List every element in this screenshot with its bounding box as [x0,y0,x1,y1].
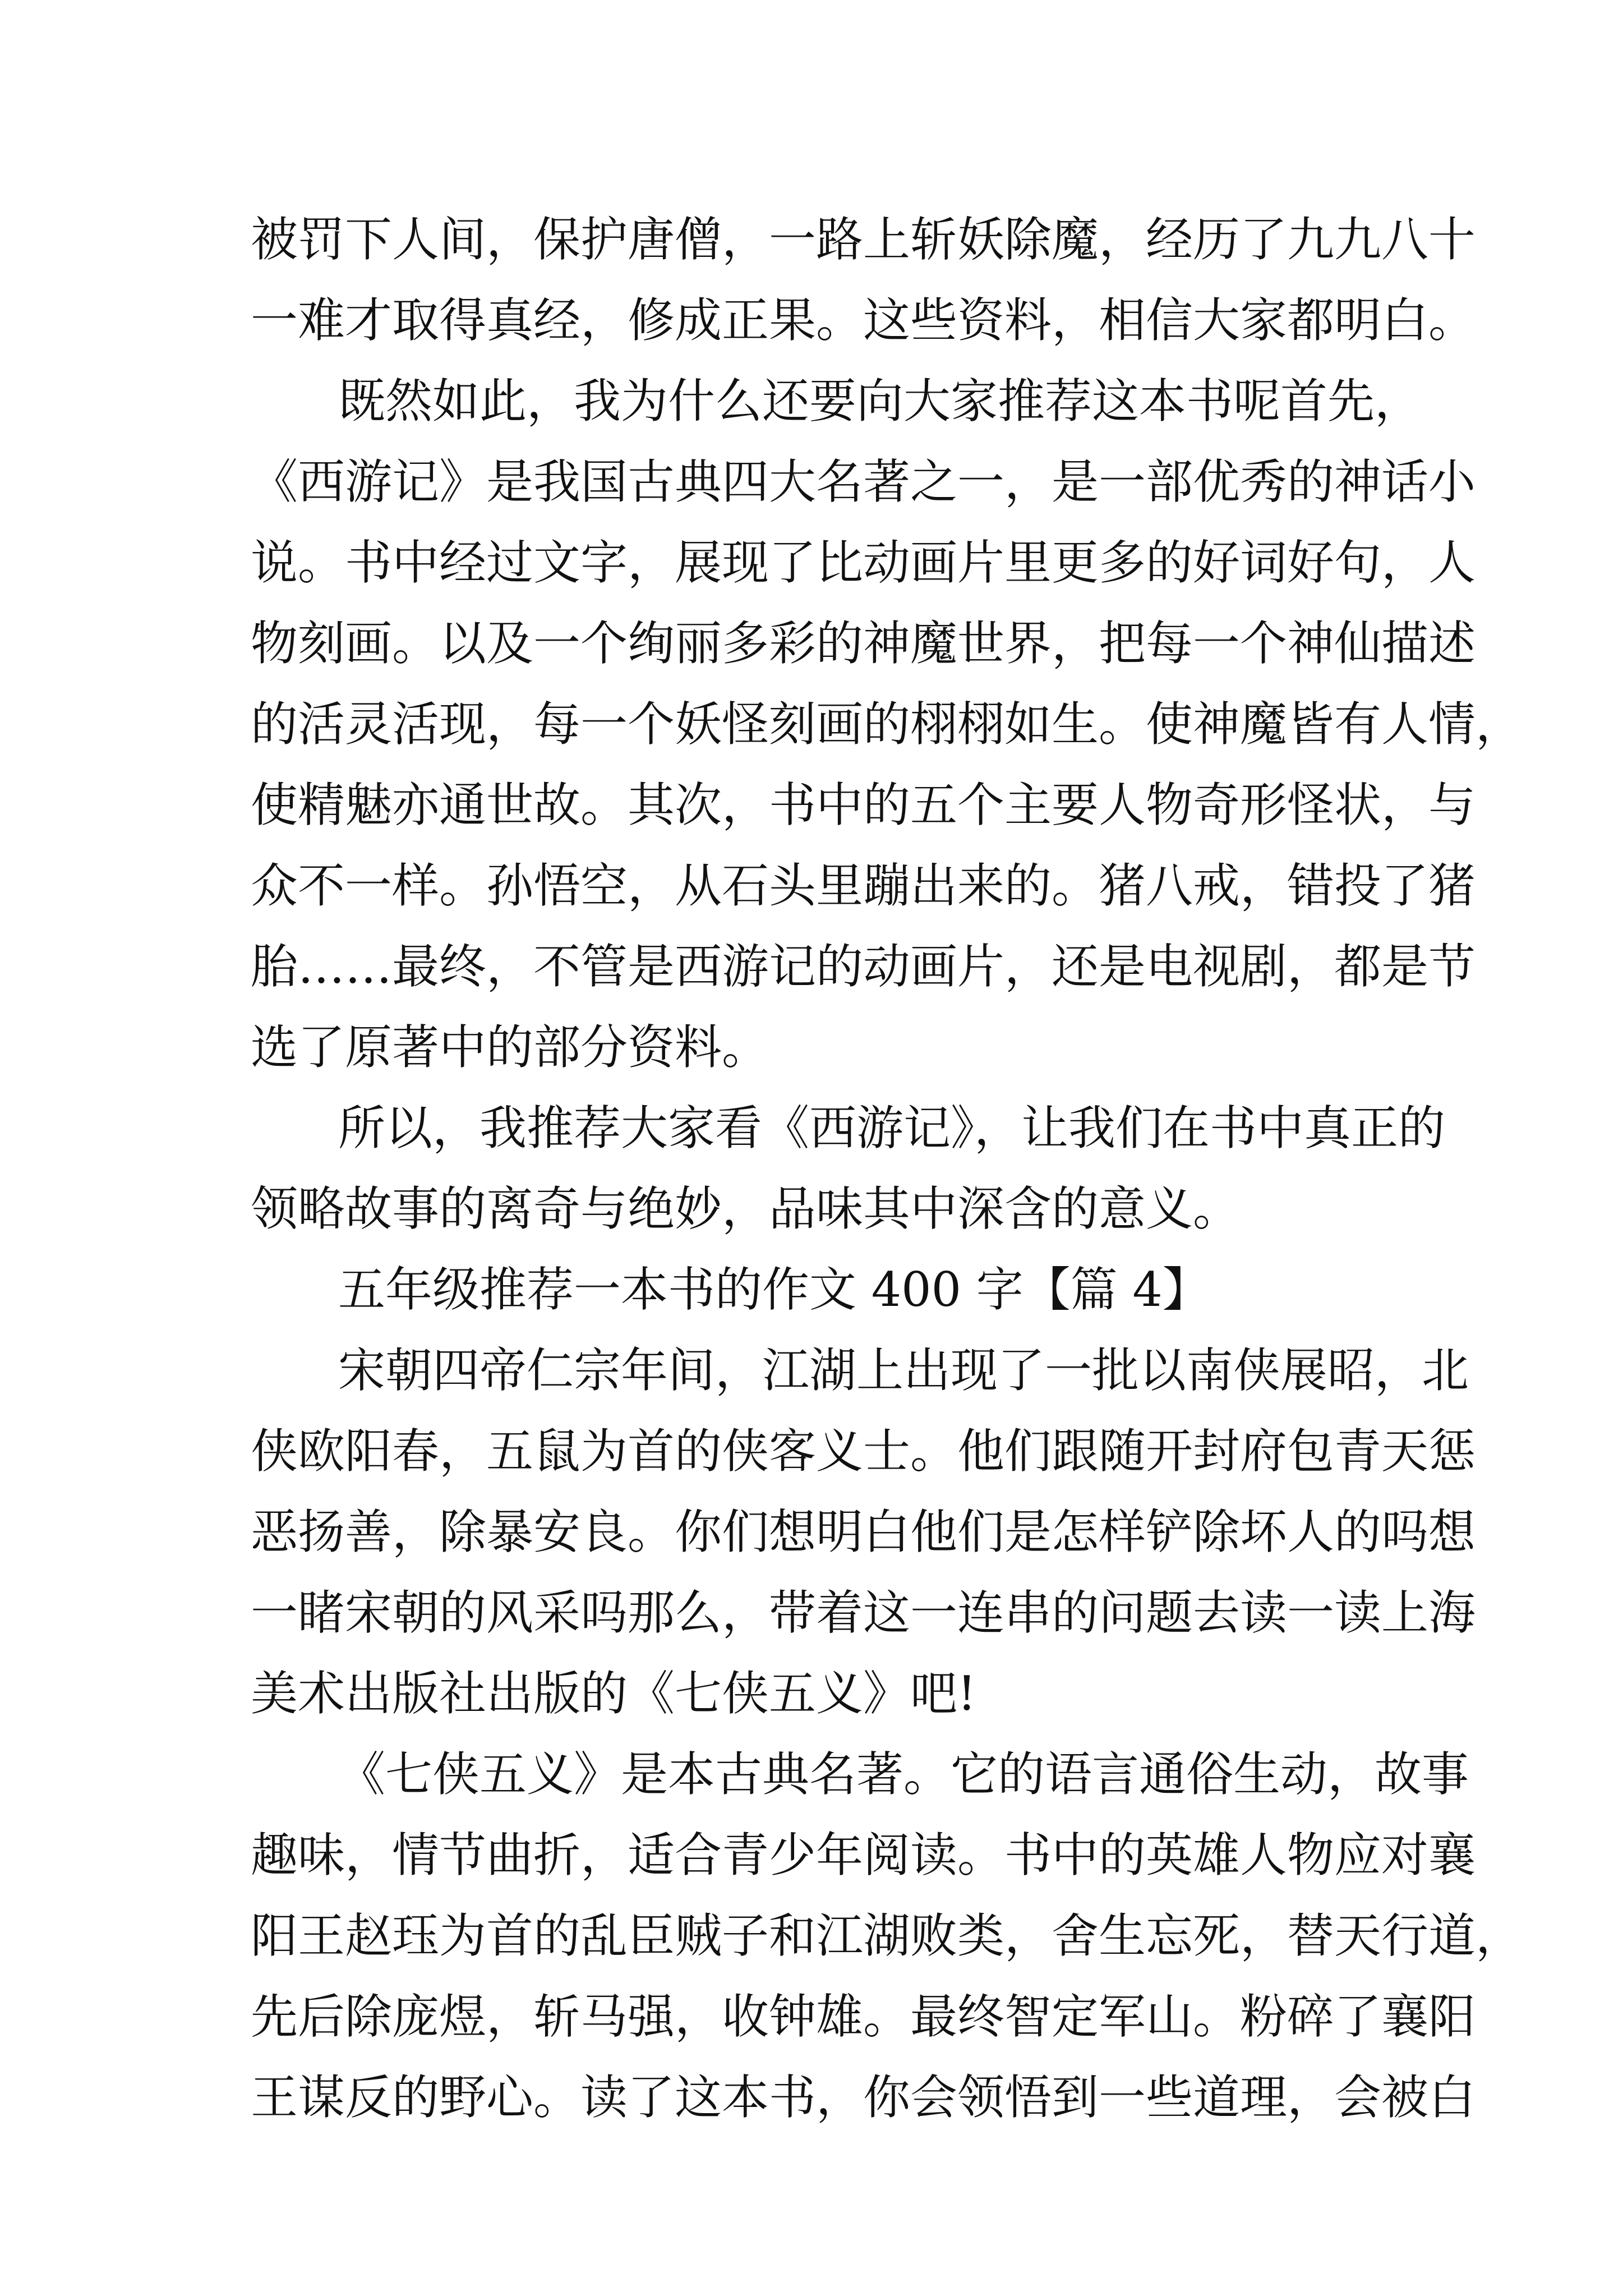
text-line: 使精魅亦通世故。其次，书中的五个主要人物奇形怪状，与 [251,777,1476,832]
paragraph-first-line: 宋朝四帝仁宗年间，江湖上出现了一批以南侠展昭，北 [338,1343,1469,1398]
text-line: 说。书中经过文字，展现了比动画片里更多的好词好句，人 [251,535,1476,590]
text-line: 阳王赵珏为首的乱臣贼子和江湖败类，舍生忘死，替天行道， [251,1908,1523,1963]
text-line: 恶扬善，除暴安良。你们想明白他们是怎样铲除坏人的吗想 [251,1504,1476,1559]
paragraph-first-line: 既然如此，我为什么还要向大家推荐这本书呢首先， [338,374,1422,429]
text-line: 《西游记》是我国古典四大名著之一，是一部优秀的神话小 [251,454,1476,509]
section-heading: 五年级推荐一本书的作文 400 字【篇 4】 [338,1262,1210,1317]
paragraph-first-line: 《七侠五义》是本古典名著。它的语言通俗生动，故事 [338,1747,1469,1802]
text-line: 被罚下人间，保护唐僧，一路上斩妖除魔，经历了九九八十 [251,212,1476,267]
text-line: 胎……最终，不管是西游记的动画片，还是电视剧，都是节 [251,939,1476,994]
text-line: 一睹宋朝的风采吗那么，带着这一连串的问题去读一读上海 [251,1585,1476,1640]
paragraph-last-line: 美术出版社出版的《七侠五义》吧! [251,1666,976,1721]
text-line: 的活灵活现，每一个妖怪刻画的栩栩如生。使神魔皆有人情， [251,697,1523,752]
text-line: 侠欧阳春，五鼠为首的侠客义士。他们跟随开封府包青天惩 [251,1424,1476,1479]
paragraph-last-line: 领略故事的离奇与绝妙，品味其中深含的意义。 [251,1181,1241,1236]
essay-text [251,199,1523,2138]
text-line: 先后除庞煜，斩马强，收钟雄。最终智定军山。粉碎了襄阳 [251,1989,1476,2044]
text-line: 一难才取得真经，修成正果。这些资料，相信大家都明白。 [251,293,1476,348]
text-line: 物刻画。以及一个绚丽多彩的神魔世界，把每一个神仙描述 [251,616,1476,671]
paragraph-first-line: 所以，我推荐大家看《西游记》，让我们在书中真正的 [338,1101,1446,1156]
text-line: 趣味，情节曲折，适合青少年阅读。书中的英雄人物应对襄 [251,1828,1476,1883]
text-line: 王谋反的野心。读了这本书，你会领悟到一些道理，会被白 [251,2070,1476,2125]
paragraph-last-line: 选了原著中的部分资料。 [251,1020,769,1075]
text-line: 众不一样。孙悟空，从石头里蹦出来的。猪八戒，错投了猪 [251,858,1476,913]
